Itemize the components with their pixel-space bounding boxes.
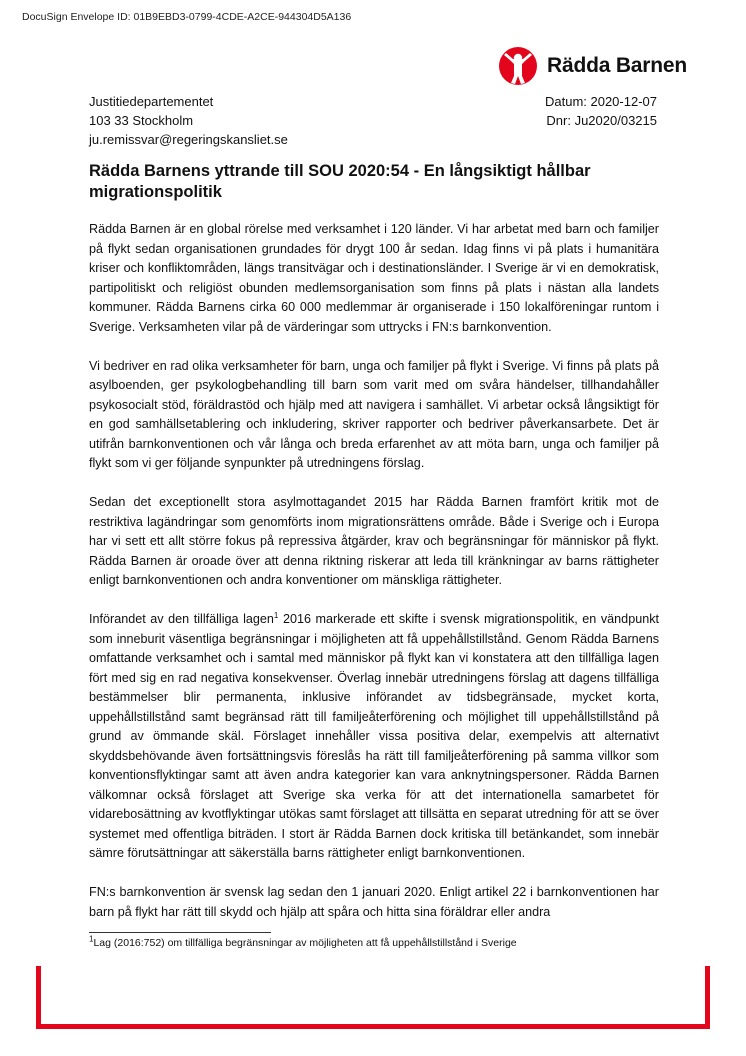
footnote-divider [89, 932, 271, 933]
docusign-envelope-id: DocuSign Envelope ID: 01B9EBD3-0799-4CDE-A2CE-944304D5A136 [22, 11, 352, 23]
logo-wordmark: Rädda Barnen [547, 54, 687, 77]
save-the-children-figure-icon [496, 46, 540, 86]
recipient-postal: 103 33 Stockholm [89, 113, 194, 128]
paragraph: Vi bedriver en rad olika verksamheter för barn, unga och familjer på flykt i Sverige. Vi finns på plats på asylboenden, ger psykologbehandling till barn som varit med om svåra händelser, tillhandahåller psykosocialt stöd, föräldrastöd och hjälp med att navigera i samhället. Vi arbetar också långsiktigt för en god samhällsetablering och inkludering, skriver rapporter och bedriver påverkansarbete. Det är utifrån barnkonventionen och vår långa och breda erfarenhet av att möta barn, unga och familjer på flykt som vi ger följande synpunkter på utredningens förslag. [89, 358, 659, 470]
paragraph [89, 610, 659, 864]
document-title: Rädda Barnens yttrande till SOU 2020:54 - En långsiktigt hållbar migrationspolitik [89, 162, 591, 201]
recipient-email: ju.remissvar@regeringskansliet.se [89, 132, 288, 147]
paragraph: FN:s barnkonvention är svensk lag sedan den 1 januari 2020. Enligt artikel 22 i barnkonventionen har barn på flykt har rätt till skydd och hjälp att spåra och hitta sina föräldrar eller andra [89, 885, 659, 919]
paragraph: Sedan det exceptionellt stora asylmottagandet 2015 har Rädda Barnen framfört kritik mot de restriktiva lagändringar som genomförts inom migrationsrättens område. Både i Sverige och i Europa har vi sett ett allt större fokus på repressiva åtgärder, krav och begränsningar för människor på flykt. Rädda Barnen är oroade över att denna riktning riskerar att leda till kränkningar av barns rättigheter enligt barnkonventionen och andra konventioner om mänskliga rättigheter. [89, 495, 659, 587]
document-body [89, 220, 659, 942]
page-frame-left [36, 966, 41, 1029]
paragraph-text: Införandet av den tillfälliga lagen [89, 612, 274, 626]
document-meta [533, 92, 657, 130]
recipient-address [89, 92, 288, 149]
document-date: Datum: 2020-12-07 [544, 94, 657, 109]
footnote [89, 936, 517, 950]
footnote-reference: 1 [273, 610, 279, 620]
page-frame-bottom [36, 1024, 710, 1029]
paragraph-text: 2016 markerade ett skifte i svensk migrationspolitik, en vändpunkt som inneburit väsentliga begränsningar i möjligheten att få uppehållstillstånd. Genom Rädda Barnens omfattande verksamhet och i samtal med människor på flykt kan vi konstatera att den tillfälliga lagen fört med sig en rad negativa konsekvenser. Överlag innebär utredningens förslag att dagens tillfälliga bestämmelser blir permanenta, inklusive införandet av tidsbegränsade, mycket korta, uppehållstillstånd samt begränsad rätt till familjeåterförening och möjlighet till uppehållstillstånd på grund av ömmande skäl. Förslaget innehåller vissa positiva delar, exempelvis att alternativt skyddsbehövande även fortsättningsvis föreslås ha rätt till familjeåterförening på samma villkor som konventionsflyktingar samt att även andra kategorier kan vara anknytningspersoner. Rädda Barnen välkomnar också förslaget att Sverige ska verka för att det internationella samarbetet för vidarebosättning av kvotflyktingar utökas samt förslaget att tillsätta en separat utredning för att se över systemet med offentliga biträden. I stort är Rädda Barnen dock kritiska till betänkandet, som innebär sämre förutsättningar att säkerställa barns rättigheter enligt barnkonventionen. [89, 612, 659, 860]
paragraph: Rädda Barnen är en global rörelse med verksamhet i 120 länder. Vi har arbetat med barn och familjer på flykt sedan organisationen grundades för drygt 100 år sedan. Idag finns vi på plats i humanitära kriser och konfliktområden, längs transitvägar och i destinationsländer. I Sverige är vi en demokratisk, partipolitiskt och religiöst obunden medlemsorganisation som finns på plats i nästan alla landets kommuner. Rädda Barnens cirka 60 000 medlemmar är organiserade i 150 lokalföreningar runtom i Sverige. Verksamheten vilar på de värderingar som uttrycks i FN:s barnkonvention. [89, 222, 659, 334]
rädda-barnen-logo [496, 46, 687, 86]
page-frame-right [705, 966, 710, 1029]
document-reference: Dnr: Ju2020/03215 [546, 113, 657, 128]
footnote-text: Lag (2016:752) om tillfälliga begränsningar av möjligheten att få uppehållstillstånd i Sverige [93, 937, 517, 949]
footnote-mark: 1 [89, 934, 94, 944]
recipient-name: Justitiedepartementet [89, 94, 214, 109]
